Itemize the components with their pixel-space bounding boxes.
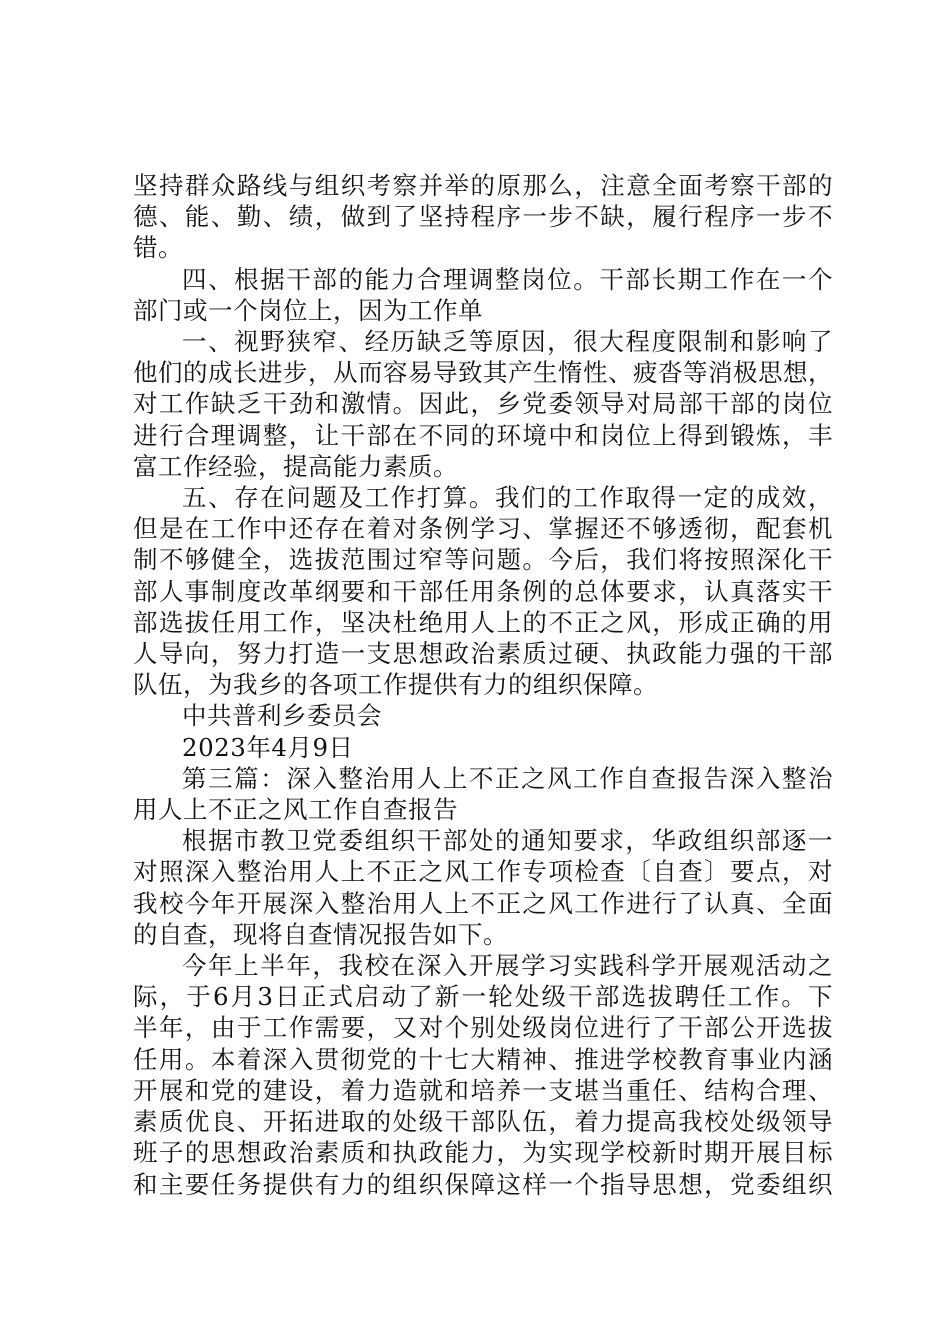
text-line: 对工作缺乏干劲和激情。因此，乡党委领导对局部干部的岗位 — [133, 389, 833, 419]
text-line: 人导向，努力打造一支思想政治素质过硬、执政能力强的干部 — [133, 639, 833, 669]
text-line: 班子的思想政治素质和执政能力，为实现学校新时期开展目标 — [133, 1138, 833, 1168]
text-line: 今年上半年，我校在深入开展学习实践科学开展观活动之 — [182, 951, 833, 981]
paragraph-body — [133, 950, 833, 1200]
text-line: 部人事制度改革纲要和干部任用条例的总体要求，认真落实干 — [133, 576, 833, 606]
text-line: 五、存在问题及工作打算。我们的工作取得一定的成效， — [182, 483, 833, 513]
paragraph-section-five — [133, 482, 833, 700]
paragraph-section-four — [133, 264, 833, 326]
text-line: 2023年4月9日 — [182, 732, 354, 762]
text-line: 用人上不正之风工作自查报告 — [133, 795, 458, 825]
text-line: 错。 — [133, 233, 183, 263]
text-line: 部门或一个岗位上，因为工作单 — [133, 295, 483, 325]
signature-date — [133, 732, 833, 763]
text-line: 中共普利乡委员会 — [182, 701, 382, 731]
text-line: 第三篇：深入整治用人上不正之风工作自查报告深入整治 — [182, 763, 833, 793]
text-line: 坚持群众路线与组织考察并举的原那么，注意全面考察干部的 — [133, 171, 833, 200]
text-line: 际，于6月3日正式启动了新一轮处级干部选拔聘任工作。下 — [133, 982, 833, 1012]
text-line: 半年，由于工作需要，又对个别处级岗位进行了干部公开选拔 — [133, 1013, 833, 1043]
text-line: 的自查，现将自查情况报告如下。 — [133, 919, 508, 949]
text-line: 和主要任务提供有力的组织保障这样一个指导思想，党委组织 — [133, 1169, 833, 1199]
signature-organization — [133, 700, 833, 731]
text-line: 制不够健全，选拔范围过窄等问题。今后，我们将按照深化干 — [133, 545, 833, 575]
paragraph-section-one — [133, 326, 833, 482]
text-line: 任用。本着深入贯彻党的十七大精神、推进学校教育事业内涵 — [133, 1044, 833, 1074]
text-line: 但是在工作中还存在着对条例学习、掌握还不够透彻，配套机 — [133, 514, 833, 544]
text-line: 富工作经验，提高能力素质。 — [133, 451, 458, 481]
text-line: 队伍，为我乡的各项工作提供有力的组织保障。 — [133, 670, 658, 700]
text-line: 对照深入整治用人上不正之风工作专项检查〔自查〕要点，对 — [133, 857, 833, 887]
text-line: 我校今年开展深入整治用人上不正之风工作进行了认真、全面 — [133, 888, 833, 918]
text-line: 素质优良、开拓进取的处级干部队伍，着力提高我校处级领导 — [133, 1107, 833, 1137]
text-line: 他们的成长进步，从而容易导致其产生惰性、疲沓等消极思想， — [133, 358, 833, 388]
text-line: 德、能、勤、绩，做到了坚持程序一步不缺，履行程序一步不 — [133, 202, 833, 232]
article-title — [133, 763, 833, 825]
text-line: 开展和党的建设，着力造就和培养一支堪当重任、结构合理、 — [133, 1075, 833, 1105]
text-line: 部选拔任用工作，坚决杜绝用人上的不正之风，形成正确的用 — [133, 607, 833, 637]
paragraph-intro — [133, 825, 833, 950]
document-page — [133, 170, 833, 1200]
paragraph-continuation — [133, 170, 833, 264]
text-line: 一、视野狭窄、经历缺乏等原因，很大程度限制和影响了 — [182, 327, 833, 357]
text-line: 四、根据干部的能力合理调整岗位。干部长期工作在一个 — [182, 264, 833, 294]
text-line: 进行合理调整，让干部在不同的环境中和岗位上得到锻炼，丰 — [133, 420, 833, 450]
text-line: 根据市教卫党委组织干部处的通知要求，华政组织部逐一 — [182, 826, 833, 856]
